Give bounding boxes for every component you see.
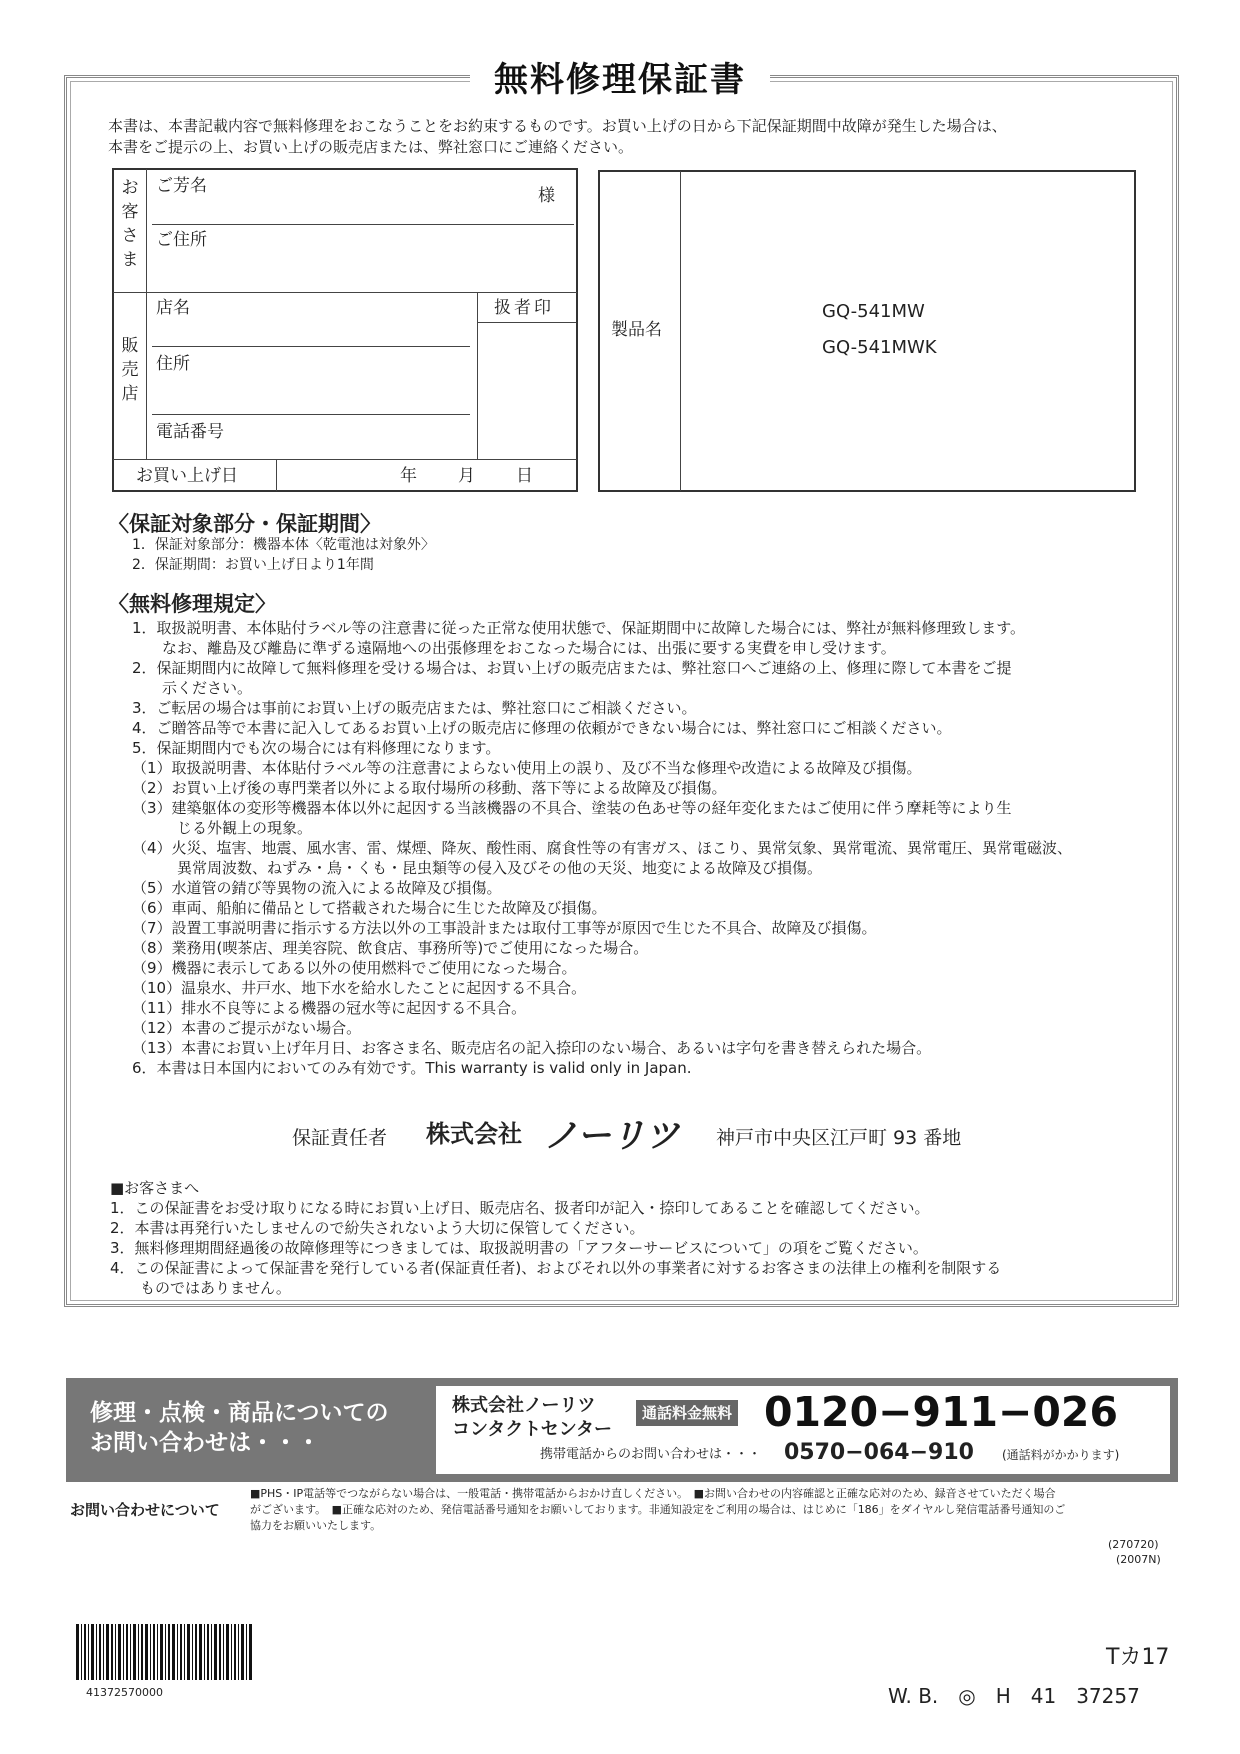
- rule-line: （1）取扱説明書、本体貼付ラベル等の注意書によらない使用上の誤り、及び不当な修理や改造による故障及び損傷。: [132, 759, 922, 777]
- toll-free-badge: 通話料金無料: [636, 1400, 738, 1426]
- purchase-year: 年: [400, 466, 417, 486]
- rule-line: 5．保証期間内でも次の場合には有料修理になります。: [132, 739, 501, 757]
- form-divider: [113, 459, 577, 460]
- rule-line: 1．取扱説明書、本体貼付ラベル等の注意書に従った正常な使用状態で、保証期間中に故障した場合には、弊社が無料修理致します。: [132, 619, 1026, 637]
- rule-line: （2）お買い上げ後の専門業者以外による取付場所の移動、落下等による故障及び損傷。: [132, 779, 727, 797]
- honorific: 様: [538, 186, 555, 206]
- contact-lead-1: 修理・点検・商品についての: [90, 1400, 389, 1426]
- doc-code-2: (2007N): [1116, 1553, 1161, 1566]
- notice-line: 1．この保証書をお受け取りになる時にお買い上げ日、販売店名、扱者印が記入・捺印してあることを確認してください。: [110, 1199, 930, 1217]
- print-info: W. B. ◎ H 41 37257: [888, 1684, 1140, 1708]
- customer-store-form: [112, 168, 578, 492]
- guarantor-company: 株式会社: [426, 1120, 522, 1148]
- rule-line: （12）本書のご提示がない場合。: [132, 1019, 362, 1037]
- purchase-day: 日: [516, 466, 533, 486]
- name-line: [152, 224, 574, 225]
- rule-line: 2．保証期間内に故障して無料修理を受ける場合は、お買い上げの販売店または、弊社窓口へご連絡の上、修理に際して本書をご提: [132, 659, 1012, 677]
- page-title: 無料修理保証書: [470, 56, 770, 104]
- contact-center: コンタクトセンター: [452, 1419, 613, 1440]
- rule-line: （9）機器に表示してある以外の使用燃料でご使用になった場合。: [132, 959, 577, 977]
- product-model-2: GQ-541MWK: [822, 337, 937, 358]
- rule-line: じる外観上の現象。: [132, 819, 313, 837]
- notice-heading: ■お客さまへ: [110, 1179, 200, 1197]
- barcode-icon: [76, 1624, 254, 1680]
- form-divider: [113, 292, 577, 293]
- coverage-item: 1．保証対象部分：機器本体〈乾電池は対象外〉: [132, 537, 435, 553]
- intro-line-2: 本書をご提示の上、お買い上げの販売店または、弊社窓口にご連絡ください。: [108, 138, 634, 156]
- footer-code: Tカ17: [1106, 1645, 1170, 1670]
- notice-line: 2．本書は再発行いたしませんので紛失されないよう大切に保管してください。: [110, 1219, 645, 1237]
- product-label: 製品名: [611, 320, 662, 340]
- rule-line: （11）排水不良等による機器の冠水等に起因する不具合。: [132, 999, 527, 1017]
- mobile-label: 携帯電話からのお問い合わせは・・・: [540, 1447, 762, 1462]
- customer-name-label: ご芳名: [156, 176, 207, 196]
- notice-line: ものではありません。: [110, 1279, 291, 1297]
- rule-line: （3）建築躯体の変形等機器本体以外に起因する当該機器の不具合、塗装の色あせ等の経年変化またはご使用に伴う摩耗等により生: [132, 799, 1012, 817]
- store-address-label: 住所: [156, 354, 190, 374]
- barcode-number: 41372570000: [86, 1686, 163, 1699]
- inquiry-line: がございます。 ■正確な応対のため、発信電話番号通知をお願いしております。非通知設定をご利用の場合は、はじめに「186」をダイヤルし発信電話番号通知のご: [250, 1503, 1066, 1516]
- contact-company: 株式会社ノーリツ: [452, 1395, 596, 1416]
- customer-address-label: ご住所: [156, 230, 207, 250]
- store-address-line: [152, 414, 470, 415]
- store-side-label: 販売店: [121, 336, 139, 404]
- rule-line: （4）火災、塩害、地震、風水害、雷、煤煙、降灰、酸性雨、腐食性等の有害ガス、ほこり、異常気象、異常電流、異常電圧、異常電磁波、: [132, 839, 1073, 857]
- stamp-line: [478, 322, 576, 323]
- stamp-label: 扱者印: [494, 298, 554, 318]
- product-model-1: GQ-541MW: [822, 301, 925, 322]
- purchase-date-label: お買い上げ日: [136, 466, 238, 486]
- rule-line: （5）水道管の錆び等異物の流入による故障及び損傷。: [132, 879, 502, 897]
- noritz-logo: ノーリツ: [544, 1116, 679, 1156]
- rule-line: なお、離島及び離島に準ずる遠隔地への出張修理をおこなった場合には、出張に要する実費を申し受けます。: [132, 639, 896, 657]
- mobile-number[interactable]: 0570−064−910: [784, 1440, 974, 1465]
- rules-heading: 〈無料修理規定〉: [108, 592, 276, 616]
- rule-line: （8）業務用(喫茶店、理美容院、飲食店、事務所等)でご使用になった場合。: [132, 939, 649, 957]
- inquiry-label: お問い合わせについて: [70, 1501, 220, 1519]
- doc-code-1: (270720): [1108, 1538, 1159, 1551]
- coverage-heading: 〈保証対象部分・保証期間〉: [108, 512, 381, 536]
- intro-line-1: 本書は、本書記載内容で無料修理をおこなうことをお約束するものです。お買い上げの日から下記保証期間中故障が発生した場合は、: [108, 117, 1007, 135]
- rule-line: 示ください。: [132, 679, 253, 697]
- form-divider: [276, 460, 277, 491]
- rule-line: 6．本書は日本国内においてのみ有効です。This warranty is valid only in Japan.: [132, 1059, 692, 1077]
- purchase-month: 月: [458, 466, 475, 486]
- store-phone-label: 電話番号: [156, 422, 224, 442]
- store-name-label: 店名: [156, 298, 190, 318]
- inquiry-line: ■PHS・IP電話等でつながらない場合は、一般電話・携帯電話からおかけ直しください。 ■お問い合わせの内容確認と正確な応対のため、録音させていただく場合: [250, 1487, 1056, 1500]
- form-divider: [477, 293, 478, 459]
- coverage-item: 2．保証期間：お買い上げ日より1年間: [132, 557, 374, 573]
- store-name-line: [152, 346, 470, 347]
- rule-line: 4．ご贈答品等で本書に記入してあるお買い上げの販売店に修理の依頼ができない場合には、弊社窓口にご相談ください。: [132, 719, 952, 737]
- rule-line: （6）車両、船舶に備品として搭載された場合に生じた故障及び損傷。: [132, 899, 607, 917]
- form-divider: [146, 169, 147, 459]
- product-divider: [680, 171, 681, 491]
- rule-line: （13）本書にお買い上げ年月日、お客さま名、販売店名の記入捺印のない場合、あるいは字句を書き替えられた場合。: [132, 1039, 932, 1057]
- guarantor-address: 神戸市中央区江戸町 93 番地: [716, 1127, 962, 1149]
- inquiry-line: 協力をお願いいたします。: [250, 1519, 382, 1532]
- customer-side-label: お客さま: [121, 178, 139, 270]
- rule-line: （7）設置工事説明書に指示する方法以外の工事設計または取付工事等が原因で生じた不具合、故障及び損傷。: [132, 919, 877, 937]
- notice-line: 3．無料修理期間経過後の故障修理等につきましては、取扱説明書の「アフターサービスについて」の項をご覧ください。: [110, 1239, 928, 1257]
- guarantor-label: 保証責任者: [292, 1127, 388, 1149]
- notice-line: 4．この保証書によって保証書を発行している者(保証責任者)、およびそれ以外の事業者に対するお客さまの法律上の権利を制限する: [110, 1259, 1002, 1277]
- rule-line: 3．ご転居の場合は事前にお買い上げの販売店または、弊社窓口にご相談ください。: [132, 699, 697, 717]
- rule-line: 異常周波数、ねずみ・鳥・くも・昆虫類等の侵入及びその他の天災、地変による故障及び損傷。: [132, 859, 823, 877]
- contact-lead-2: お問い合わせは・・・: [90, 1430, 320, 1456]
- rule-line: （10）温泉水、井戸水、地下水を給水したことに起因する不具合。: [132, 979, 587, 997]
- mobile-note: (通話料がかかります): [1002, 1448, 1120, 1462]
- product-box: [598, 170, 1136, 492]
- toll-free-number[interactable]: 0120−911−026: [764, 1388, 1118, 1436]
